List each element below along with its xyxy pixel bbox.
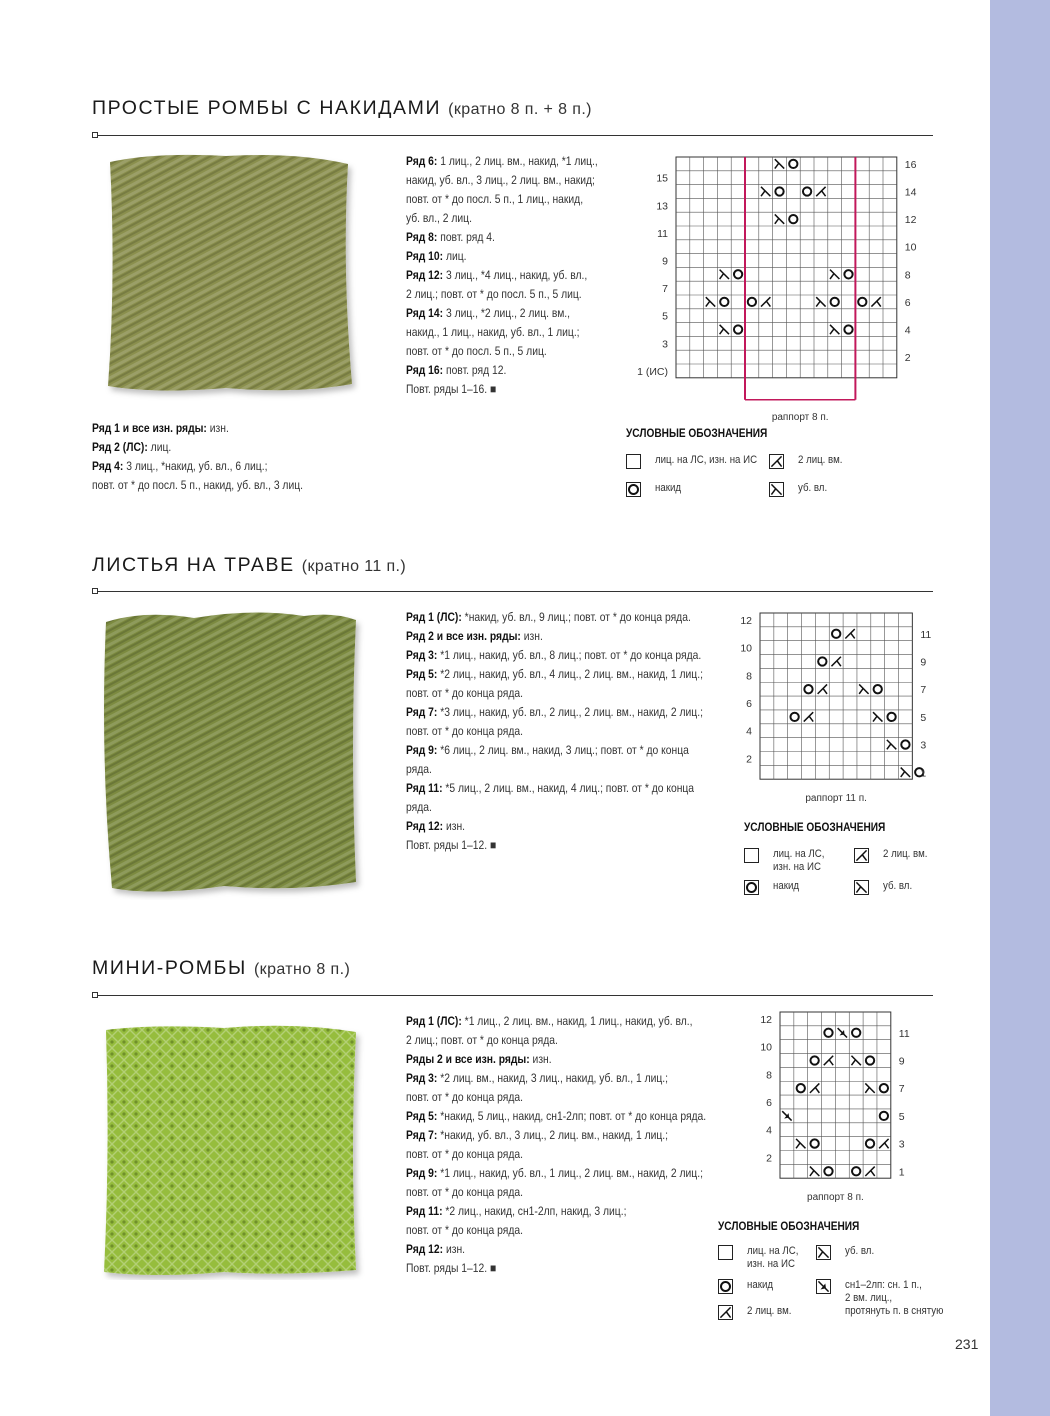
instruction-row-label: Ряд 10:	[406, 249, 444, 263]
instruction-text: *1 лиц., 2 лиц. вм., накид, 1 лиц., накид, уб. вл.,	[461, 1014, 693, 1028]
repeat-label: раппорт 8 п.	[807, 1192, 864, 1204]
section-1-title	[92, 97, 592, 120]
instruction-line	[406, 1069, 711, 1088]
instruction-text: повт. от * до конца ряда.	[406, 1147, 523, 1161]
chart-row-label: 8	[904, 269, 911, 282]
instruction-text: повт. от * до посл. 5 п., накид, уб. вл., 3 лиц.	[92, 478, 303, 492]
section-1-rule	[92, 135, 933, 136]
instruction-line	[406, 1145, 711, 1164]
section-1-chart	[620, 152, 920, 423]
section-1-title-text: ПРОСТЫЕ РОМБЫ С НАКИДАМИ	[92, 97, 442, 119]
legend-label: 2 лиц. вм.	[883, 848, 928, 860]
instruction-text: лиц.	[443, 249, 467, 263]
instruction-line	[406, 1183, 711, 1202]
instruction-line	[406, 1088, 711, 1107]
section-2-multiple: (кратно 11 п.)	[301, 558, 407, 575]
repeat-label: раппорт 8 п.	[771, 411, 829, 423]
instruction-text: повт. от * до конца ряда.	[406, 724, 523, 738]
legend-label: лиц. на ЛС, изн. на ИС	[773, 848, 825, 873]
chart-row-label: 12	[904, 214, 917, 227]
legend-item-knit	[718, 1245, 805, 1271]
instruction-line	[406, 1164, 711, 1183]
knit-legend-icon	[744, 848, 759, 863]
instruction-text: повт. ряд 4.	[437, 230, 495, 244]
k2tog-legend-icon	[854, 848, 869, 863]
instruction-line	[406, 779, 711, 798]
legend-label: уб. вл.	[798, 482, 828, 494]
instruction-text: 2 лиц.; повт. от * до посл. 5 п., 5 лиц.	[406, 287, 582, 301]
instruction-line	[406, 380, 647, 399]
instruction-line	[92, 457, 350, 476]
instruction-row-label: Ряд 6:	[406, 154, 438, 168]
section-3-chart	[750, 1007, 930, 1202]
instruction-row-label: Ряд 3:	[406, 648, 438, 662]
section-2-instructions	[406, 608, 711, 855]
instruction-line	[406, 1202, 711, 1221]
instruction-text: 3 лиц., *4 лиц., накид, уб. вл.,	[443, 268, 588, 282]
instruction-text: *2 лиц., накид, сн1-2лп, накид, 3 лиц.;	[442, 1204, 627, 1218]
instruction-text: *2 лиц., накид, уб. вл., 4 лиц., 2 лиц. вм., накид, 1 лиц.;	[437, 667, 703, 681]
instruction-row-label: Ряды 2 и все изн. ряды:	[406, 1052, 530, 1066]
section-1-legend	[626, 428, 926, 508]
instruction-row-label: Ряд 12:	[406, 819, 444, 833]
knit-legend-icon	[626, 454, 641, 469]
instruction-text: *5 лиц., 2 лиц. вм., накид, 4 лиц.; повт. от * до конца	[442, 781, 695, 795]
chart-row-label: 7	[920, 684, 927, 697]
instruction-line	[406, 209, 647, 228]
instruction-text: *6 лиц., 2 лиц. вм., накид, 3 лиц.; повт. от * до конца	[437, 743, 689, 757]
instruction-row-label: Ряд 16:	[406, 363, 444, 377]
legend-title: УСЛОВНЫЕ ОБОЗНАЧЕНИЯ	[626, 428, 768, 440]
chart-row-label: 9	[662, 255, 668, 268]
instruction-text: Повт. ряды 1–12. ■	[406, 838, 497, 852]
chart-row-label: 3	[920, 739, 927, 752]
legend-item-sk2p	[816, 1279, 957, 1318]
section-3-title-text: МИНИ-РОМБЫ	[92, 957, 247, 979]
instruction-text: *накид, уб. вл., 9 лиц.; повт. от * до конца ряда.	[461, 610, 691, 624]
chart-row-label: 11	[898, 1027, 910, 1040]
instruction-row-label: Ряд 14:	[406, 306, 444, 320]
instruction-text: 2 лиц.; повт. от * до конца ряда.	[406, 1033, 558, 1047]
chart-row-label: 3	[898, 1138, 905, 1151]
instruction-row-label: Ряд 12:	[406, 1242, 444, 1256]
chart-row-label: 5	[662, 310, 668, 323]
instruction-line	[406, 361, 647, 380]
chart-row-label: 1	[920, 767, 927, 780]
instruction-line	[406, 627, 711, 646]
instruction-text: лиц.	[147, 440, 172, 454]
chart-row-label: 10	[740, 642, 752, 655]
instruction-text: Повт. ряды 1–12. ■	[406, 1261, 497, 1275]
legend-label: накид	[747, 1279, 774, 1291]
instruction-row-label: Ряд 12:	[406, 268, 444, 282]
instruction-line	[406, 1240, 711, 1259]
chart-row-label: 2	[746, 753, 752, 766]
instruction-text: ряда.	[406, 762, 432, 776]
section-3-rule	[92, 995, 933, 996]
instruction-row-label: Ряд 1 (ЛС):	[406, 1014, 462, 1028]
instruction-text: изн.	[206, 421, 229, 435]
instruction-line	[406, 836, 711, 855]
instruction-line	[406, 817, 711, 836]
instruction-line	[406, 665, 711, 684]
chart-row-label: 5	[920, 711, 927, 724]
instruction-row-label: Ряд 9:	[406, 743, 438, 757]
instruction-text: изн.	[520, 629, 543, 643]
instruction-row-label: Ряд 7:	[406, 1128, 438, 1142]
instruction-line	[92, 438, 350, 457]
chart-row-label: 6	[766, 1097, 772, 1110]
instruction-text: *1 лиц., накид, уб. вл., 8 лиц.; повт. от * до конца ряда.	[437, 648, 702, 662]
instruction-line	[406, 608, 711, 627]
legend-label: лиц. на ЛС, изн. на ИС	[655, 454, 758, 466]
instruction-row-label: Ряд 5:	[406, 1109, 438, 1123]
k2tog-legend-icon	[718, 1305, 733, 1320]
instruction-text: *накид, 5 лиц., накид, сн1-2лп; повт. от * до конца ряда.	[437, 1109, 707, 1123]
chart-row-label: 8	[766, 1069, 772, 1082]
chart-row-label: 13	[656, 200, 668, 213]
chart-row-label: 12	[740, 614, 752, 627]
instruction-line	[406, 171, 647, 190]
instruction-row-label: Ряд 8:	[406, 230, 438, 244]
instruction-row-label: Ряд 5:	[406, 667, 438, 681]
legend-label: сн1–2лп: сн. 1 п., 2 вм. лиц., протянуть п. в снятую	[845, 1279, 944, 1317]
instruction-line	[406, 741, 711, 760]
instruction-row-label: Ряд 3:	[406, 1071, 438, 1085]
instruction-text: 3 лиц., *накид, уб. вл., 6 лиц.;	[123, 459, 268, 473]
instruction-text: накид, уб. вл., 3 лиц., 2 лиц. вм., накид;	[406, 173, 595, 187]
instruction-text: повт. от * до посл. 5 п., 5 лиц.	[406, 344, 547, 358]
instruction-row-label: Ряд 1 и все изн. ряды:	[92, 421, 207, 435]
chart-row-label: 12	[760, 1013, 772, 1026]
chart-row-label: 1	[898, 1166, 905, 1179]
legend-label: 2 лиц. вм.	[747, 1305, 792, 1317]
section-3-instructions	[406, 1012, 711, 1278]
instruction-line	[406, 646, 711, 665]
ssk-legend-icon	[854, 880, 869, 895]
instruction-line	[406, 760, 711, 779]
chart-grid	[760, 613, 923, 779]
legend-item-k2tog	[854, 848, 934, 863]
instruction-text: уб. вл., 2 лиц.	[406, 211, 472, 225]
chart-row-label: 3	[662, 338, 668, 351]
knitted-swatch-image	[104, 1026, 356, 1275]
instruction-row-label: Ряд 1 (ЛС):	[406, 610, 462, 624]
section-2-legend	[744, 822, 964, 902]
chart-row-label: 15	[656, 172, 668, 185]
repeat-label: раппорт 11 п.	[805, 793, 867, 805]
legend-item-k2tog	[718, 1305, 798, 1320]
section-3-multiple: (кратно 8 п.)	[253, 961, 351, 978]
instruction-text: повт. от * до конца ряда.	[406, 1090, 523, 1104]
chart-row-label: 11	[657, 227, 668, 240]
k2tog-legend-icon	[769, 454, 784, 469]
instruction-row-label: Ряд 4:	[92, 459, 124, 473]
instruction-line	[92, 476, 350, 495]
section-1-multiple: (кратно 8 п. + 8 п.)	[448, 101, 592, 118]
legend-label: уб. вл.	[883, 880, 913, 892]
legend-item-ssk	[816, 1245, 878, 1260]
instruction-text: повт. от * до конца ряда.	[406, 686, 523, 700]
legend-label: накид	[655, 482, 682, 494]
section-2-swatch	[94, 606, 368, 900]
knitted-swatch-image	[104, 612, 356, 891]
section-2-title	[92, 554, 406, 577]
section-3-legend	[718, 1221, 958, 1331]
ssk-legend-icon	[769, 482, 784, 497]
chart-row-label: 9	[898, 1055, 905, 1068]
instruction-line	[406, 190, 647, 209]
instruction-text: *2 лиц. вм., накид, 3 лиц., накид, уб. вл., 1 лиц.;	[437, 1071, 669, 1085]
chart-row-label: 1 (ИС)	[637, 365, 668, 378]
yo-legend-icon	[718, 1279, 733, 1294]
section-1-instructions	[406, 152, 647, 399]
chart-row-label: 16	[904, 158, 917, 171]
instruction-line	[406, 285, 647, 304]
section-2-chart	[730, 608, 940, 803]
instruction-text: *1 лиц., накид, уб. вл., 1 лиц., 2 лиц. вм., накид, 2 лиц.;	[437, 1166, 703, 1180]
legend-item-ssk	[854, 880, 916, 895]
instruction-text: изн.	[443, 819, 466, 833]
instruction-line	[406, 722, 711, 741]
instruction-line	[406, 304, 647, 323]
instruction-row-label: Ряд 11:	[406, 781, 443, 795]
knit-legend-icon	[718, 1245, 733, 1260]
chart-row-label: 9	[920, 656, 927, 669]
instruction-text: 1 лиц., 2 лиц. вм., накид, *1 лиц.,	[437, 154, 598, 168]
instruction-line	[406, 1050, 711, 1069]
instruction-line	[406, 323, 647, 342]
instruction-text: повт. от * до посл. 5 п., 1 лиц., накид,	[406, 192, 584, 206]
chart-row-label: 5	[898, 1110, 905, 1123]
legend-title: УСЛОВНЫЕ ОБОЗНАЧЕНИЯ	[718, 1221, 860, 1233]
instruction-text: 3 лиц., *2 лиц., 2 лиц. вм.,	[443, 306, 571, 320]
chart-row-label: 10	[904, 241, 917, 254]
instruction-line	[406, 1126, 711, 1145]
instruction-line	[406, 247, 647, 266]
instruction-line	[406, 266, 647, 285]
ssk-legend-icon	[816, 1245, 831, 1260]
instruction-line	[406, 684, 711, 703]
chart-row-label: 6	[904, 296, 911, 309]
chart-row-label: 10	[760, 1041, 772, 1054]
instruction-text: повт. от * до конца ряда.	[406, 1185, 523, 1199]
section-1-instructions-left	[92, 419, 350, 495]
chart-grid	[780, 1012, 891, 1178]
instruction-line	[406, 342, 647, 361]
instruction-line	[406, 1221, 711, 1240]
instruction-text: изн.	[529, 1052, 552, 1066]
instruction-row-label: Ряд 2 и все изн. ряды:	[406, 629, 521, 643]
chart-row-label: 6	[746, 698, 752, 711]
instruction-text: изн.	[443, 1242, 466, 1256]
instruction-text: накид., 1 лиц., накид, уб. вл., 1 лиц.;	[406, 325, 580, 339]
legend-item-knit	[744, 848, 831, 874]
chart-row-label: 4	[746, 725, 752, 738]
legend-label: уб. вл.	[845, 1245, 875, 1257]
chart-row-label: 4	[766, 1124, 772, 1137]
chart-row-label: 4	[904, 324, 911, 337]
instruction-text: ряда.	[406, 800, 432, 814]
instruction-text: *накид, уб. вл., 3 лиц., 2 лиц. вм., накид, 1 лиц.;	[437, 1128, 669, 1142]
instruction-row-label: Ряд 9:	[406, 1166, 438, 1180]
knitted-swatch-image	[108, 155, 352, 391]
chart-row-label: 7	[898, 1083, 905, 1096]
sk2p-legend-icon	[816, 1279, 831, 1294]
instruction-row-label: Ряд 11:	[406, 1204, 443, 1218]
section-2-rule	[92, 591, 933, 592]
instruction-text: повт. ряд 12.	[443, 363, 507, 377]
chart-row-label: 2	[904, 352, 911, 365]
instruction-line	[406, 228, 647, 247]
side-tab-bar	[990, 0, 1050, 1416]
chart-row-label: 7	[662, 283, 668, 296]
chart-row-label: 8	[746, 670, 752, 683]
instruction-line	[406, 703, 711, 722]
legend-label: накид	[773, 880, 800, 892]
legend-label: 2 лиц. вм.	[798, 454, 843, 466]
instruction-line	[406, 1012, 711, 1031]
instruction-line	[406, 1259, 711, 1278]
instruction-line	[406, 798, 711, 817]
instruction-row-label: Ряд 2 (ЛС):	[92, 440, 148, 454]
section-1-swatch	[96, 148, 362, 402]
chart-row-label: 11	[920, 628, 932, 641]
instruction-line	[406, 1031, 711, 1050]
legend-item-ssk	[769, 482, 831, 497]
legend-item-yo	[626, 482, 685, 497]
page-number: 231	[955, 1336, 979, 1352]
chart-row-label: 14	[904, 186, 917, 199]
instruction-line	[406, 1107, 711, 1126]
instruction-row-label: Ряд 7:	[406, 705, 438, 719]
instruction-text: *3 лиц., накид, уб. вл., 2 лиц., 2 лиц. вм., накид, 2 лиц.;	[437, 705, 703, 719]
legend-title: УСЛОВНЫЕ ОБОЗНАЧЕНИЯ	[744, 822, 886, 834]
yo-legend-icon	[626, 482, 641, 497]
instruction-text: Повт. ряды 1–16. ■	[406, 382, 497, 396]
chart-grid	[676, 157, 897, 378]
instruction-line	[406, 152, 647, 171]
legend-item-yo	[744, 880, 803, 895]
instruction-line	[92, 419, 350, 438]
legend-item-k2tog	[769, 454, 849, 469]
legend-label: лиц. на ЛС, изн. на ИС	[747, 1245, 799, 1270]
section-3-title	[92, 957, 350, 980]
yo-legend-icon	[744, 880, 759, 895]
legend-item-knit	[626, 454, 771, 469]
section-3-swatch	[94, 1012, 368, 1280]
section-2-title-text: ЛИСТЬЯ НА ТРАВЕ	[92, 554, 295, 576]
legend-item-yo	[718, 1279, 777, 1294]
chart-row-label: 2	[766, 1152, 772, 1165]
instruction-text: повт. от * до конца ряда.	[406, 1223, 523, 1237]
